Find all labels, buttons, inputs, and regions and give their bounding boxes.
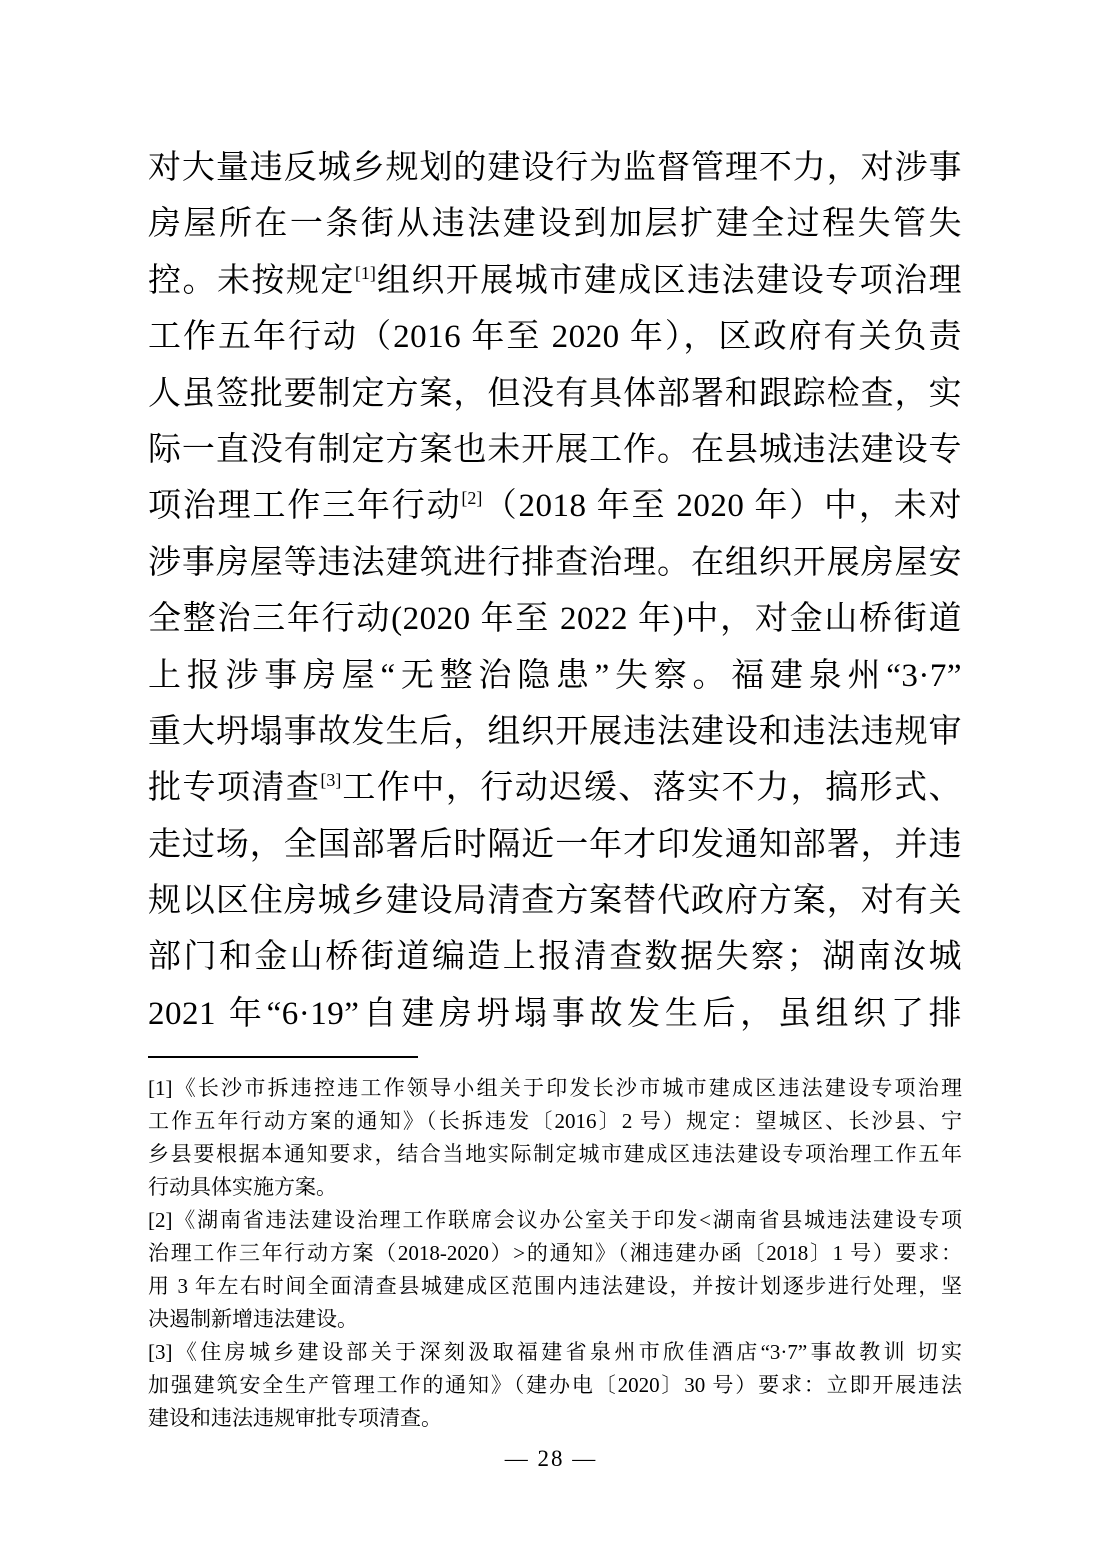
body-line bbox=[148, 422, 962, 478]
footnote-line: [1]《长沙市拆违控违工作领导小组关于印发长沙市城市建成区违法建设专项治理 bbox=[148, 1076, 962, 1100]
body-line bbox=[148, 591, 962, 647]
body-text-segment: 房屋所在一条街从违法建设到加层扩建全过程失管失 bbox=[148, 206, 962, 243]
footnote-line: 决遏制新增违法建设。 bbox=[148, 1307, 358, 1331]
body-text-segment: 上报涉事房屋“无整治隐患”失察。福建泉州“3·7” bbox=[148, 657, 962, 694]
body-line bbox=[148, 366, 962, 422]
body-text-segment: 工作五年行动（2016 年至 2020 年），区政府有关负责 bbox=[148, 319, 962, 356]
body-line bbox=[148, 140, 962, 196]
body-text-segment: 涉事房屋等违法建筑进行排查治理。在组织开展房屋安 bbox=[148, 544, 962, 581]
footnote-line: 乡县要根据本通知要求，结合当地实际制定城市建成区违法建设专项治理工作五年 bbox=[148, 1142, 962, 1166]
body-text-segment: 重大坍塌事故发生后，组织开展违法建设和违法违规审 bbox=[148, 713, 962, 750]
footnotes-section bbox=[148, 1072, 962, 1435]
body-line bbox=[148, 929, 962, 985]
body-text-segment: 部门和金山桥街道编造上报清查数据失察；湖南汝城 bbox=[148, 939, 962, 976]
body-text-segment: 际一直没有制定方案也未开展工作。在县城违法建设专 bbox=[148, 431, 962, 468]
body-line bbox=[148, 253, 962, 309]
body-text-segment: （2018 年至 2020 年）中，未对 bbox=[482, 488, 963, 525]
body-text-segment: 全整治三年行动(2020 年至 2022 年)中，对金山桥街道 bbox=[148, 601, 962, 638]
footnote-line: [3]《住房城乡建设部关于深刻汲取福建省泉州市欣佳酒店“3·7”事故教训 切实 bbox=[148, 1340, 962, 1364]
footnote-line: 工作五年行动方案的通知》（长拆违发〔2016〕2 号）规定：望城区、长沙县、宁 bbox=[148, 1109, 962, 1133]
body-line bbox=[148, 873, 962, 929]
body-line bbox=[148, 196, 962, 252]
footnote-line: 行动具体实施方案。 bbox=[148, 1175, 337, 1199]
body-text-segment: 对大量违反城乡规划的建设行为监督管理不力，对涉事 bbox=[148, 150, 962, 186]
body-line bbox=[148, 648, 962, 704]
body-text-segment: 组织开展城市建成区违法建设专项治理 bbox=[375, 262, 963, 299]
footnote-line: 建设和违法违规审批专项清查。 bbox=[148, 1406, 442, 1430]
body-line bbox=[148, 817, 962, 873]
footnote-line: 用 3 年左右时间全面清查县城建成区范围内违法建设，并按计划逐步进行处理，坚 bbox=[148, 1274, 962, 1298]
page-number: — 28 — bbox=[504, 1446, 598, 1471]
footnote-ref: [3] bbox=[320, 770, 342, 791]
body-text-segment: 人虽签批要制定方案，但没有具体部署和跟踪检查，实 bbox=[148, 375, 962, 412]
body-paragraph bbox=[148, 140, 962, 1042]
body-line bbox=[148, 478, 962, 534]
body-text-segment: 批专项清查 bbox=[148, 770, 321, 807]
body-text-segment: 工作中，行动迟缓、落实不力，搞形式、 bbox=[341, 770, 963, 807]
body-line bbox=[148, 986, 962, 1042]
footnote-line: [2]《湖南省违法建设治理工作联席会议办公室关于印发<湖南省县城违法建设专项 bbox=[148, 1208, 962, 1232]
footnote-ref: [2] bbox=[461, 488, 483, 509]
footnote-line: 加强建筑安全生产管理工作的通知》（建办电〔2020〕30 号）要求：立即开展违法 bbox=[148, 1373, 962, 1397]
body-text-segment: 项治理工作三年行动 bbox=[148, 488, 462, 525]
body-text-segment: 控。未按规定 bbox=[148, 262, 355, 299]
body-line bbox=[148, 535, 962, 591]
footnote-line: 治理工作三年行动方案（2018-2020）>的通知》（湘违建办函〔2018〕1 号）要求： bbox=[148, 1241, 962, 1265]
body-line bbox=[148, 309, 962, 365]
footnote-ref: [1] bbox=[354, 262, 376, 283]
body-line bbox=[148, 704, 962, 760]
footnote-separator bbox=[148, 1056, 418, 1058]
body-text-segment: 走过场，全国部署后时隔近一年才印发通知部署，并违 bbox=[148, 826, 962, 863]
body-text-segment: 规以区住房城乡建设局清查方案替代政府方案，对有关 bbox=[148, 883, 962, 920]
body-text-segment: 2021 年“6·19”自建房坍塌事故发生后，虽组织了排 bbox=[148, 995, 962, 1032]
body-line bbox=[148, 760, 962, 816]
